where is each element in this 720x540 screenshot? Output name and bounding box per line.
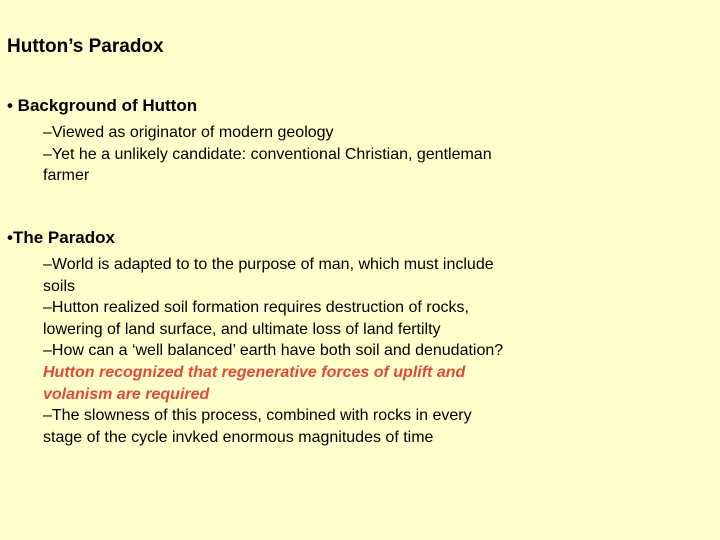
sub-item-slowness-of-process: –The slowness of this process, combined with rocks in every stage of the cycle invked enormous magnitudes of time <box>43 407 472 446</box>
bullet-the-paradox: •The Paradox <box>7 228 115 247</box>
sub-item-unlikely-candidate: –Yet he a unlikely candidate: conventional Christian, gentleman farmer <box>43 145 492 185</box>
background-sub-list <box>43 122 513 187</box>
bullet-background-of-hutton: • Background of Hutton <box>7 96 198 115</box>
sub-item-originator: –Viewed as originator of modern geology <box>43 124 334 141</box>
paradox-sub-list <box>43 254 513 448</box>
sub-item-world-adapted: –World is adapted to to the purpose of man, which must include soils <box>43 256 494 295</box>
regenerative-forces-highlight: Hutton recognized that regenerative forces of uplift and volanism are required <box>43 363 466 403</box>
sub-item-soil-formation: –Hutton realized soil formation requires destruction of rocks, lowering of land surface, and ultimate loss of land fertilty <box>43 299 469 338</box>
well-balanced-earth-text: –How can a ‘well balanced’ earth have both soil and denudation? <box>43 342 504 360</box>
sub-item-well-balanced-earth <box>43 340 513 405</box>
slide-title: Hutton’s Paradox <box>7 36 164 57</box>
